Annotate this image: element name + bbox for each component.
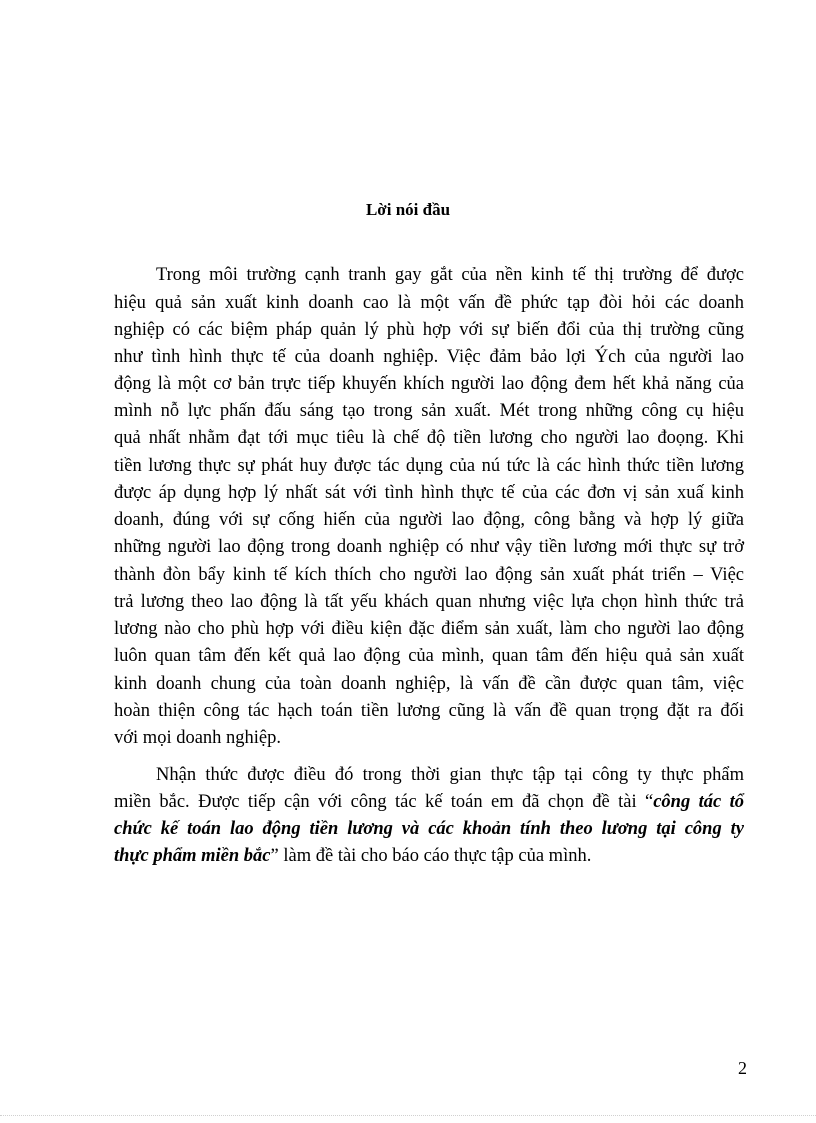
text-line: Nhận thức được điều đó trong thời gian thực tập tại công ty thực phẩm (156, 765, 744, 785)
text-line: luôn quan tâm đến kết quả lao động của mình, quan tâm đến hiệu quả sản xuất (114, 646, 744, 666)
text-line: như tình hình thực tế của doanh nghiệp. Việc đảm bảo lợi Ých của người lao (114, 347, 744, 367)
text-line: thành đòn bẩy kinh tế kích thích cho người lao động sản xuất phát triển – Việc (114, 565, 744, 585)
page-title: Lời nói đầu (365, 200, 451, 219)
text-line: hoàn thiện công tác hạch toán tiền lương cũng là vấn đề quan trọng đặt ra đối (114, 701, 744, 721)
text-line: mình nỗ lực phấn đấu sáng tạo trong sản xuất. Mét trong những công cụ hiệu (114, 401, 744, 421)
text-line (114, 846, 744, 866)
text-line: tiền lương thực sự phát huy được tác dụng của nú tức là các hình thức tiền lương (114, 456, 744, 476)
text-line: quả nhất nhằm đạt tới mục tiêu là chế độ tiền lương cho người lao đoọng. Khi (114, 428, 744, 448)
text-line: trả lương theo lao động là tất yếu khách quan nhưng việc lựa chọn hình thức trả (114, 592, 744, 612)
page-bottom-rule (0, 1115, 816, 1116)
page-number: 2 (738, 1058, 747, 1078)
text-line: lương nào cho phù hợp với điều kiện đặc điểm sản xuất, làm cho người lao động (114, 619, 744, 639)
text-line: kinh doanh chung của toàn doanh nghiệp, là vấn đề cần được quan tâm, việc (114, 674, 744, 694)
thesis-topic-emphasis: thực phẩm miền bắc (114, 846, 271, 866)
text-line: nghiệp có các biệm pháp quản lý phù hợp với sự biến đổi của thị trường cũng (114, 320, 744, 340)
text-line: doanh, đúng với sự cống hiến của người lao động, công bằng và hợp lý giữa (114, 510, 744, 530)
text-line: với mọi doanh nghiệp. (114, 728, 282, 748)
text-line: Trong môi trường cạnh tranh gay gắt của nền kinh tế thị trường để được (156, 265, 744, 285)
text-line: hiệu quả sản xuất kinh doanh cao là một vấn đề phức tạp đòi hỏi các doanh (114, 293, 744, 313)
text-run: miền bắc. Được tiếp cận với công tác kế toán em đã chọn đề tài “ (114, 792, 654, 812)
text-line: động là một cơ bản trực tiếp khuyến khích người lao động đem hết khả năng của (114, 374, 744, 394)
text-line (114, 792, 744, 812)
thesis-topic-emphasis: chức kế toán lao động tiền lương và các khoản tính theo lương tại công ty (114, 819, 744, 839)
text-line: những người lao động trong doanh nghiệp có như vậy tiền lương mới thực sự trở (114, 537, 744, 557)
text-line: được áp dụng hợp lý nhất sát với tình hình thực tế của các đơn vị sản xuấ kinh (114, 483, 744, 503)
text-run: ” làm đề tài cho báo cáo thực tập của mình. (270, 846, 592, 866)
thesis-topic-emphasis: công tác tổ (653, 792, 745, 812)
